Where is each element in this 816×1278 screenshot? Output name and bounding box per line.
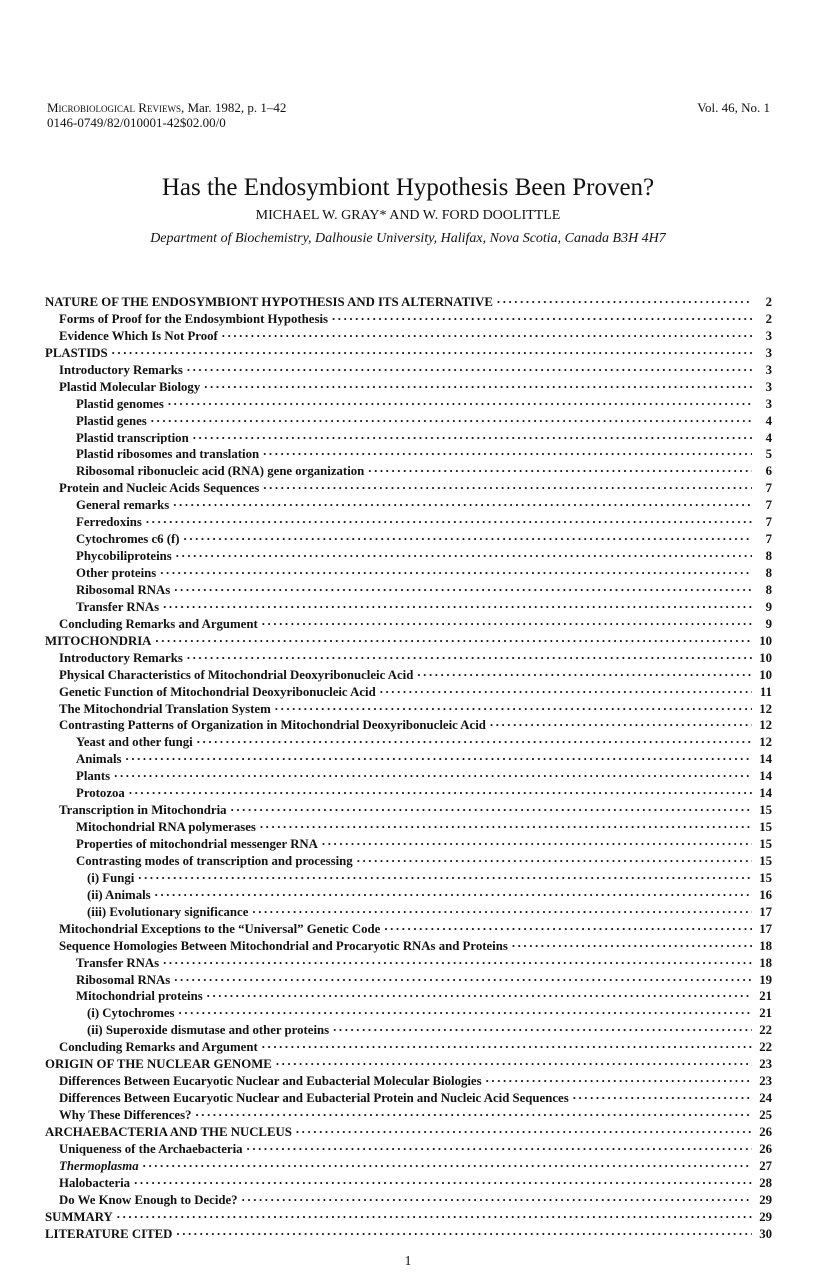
toc-entry-page: 3 xyxy=(765,379,772,394)
toc-entry xyxy=(45,682,772,699)
toc-entry xyxy=(45,1088,772,1105)
dot-leader xyxy=(332,309,752,323)
dot-leader xyxy=(134,1173,752,1187)
dot-leader xyxy=(322,834,752,848)
toc-entry xyxy=(45,868,772,885)
toc-entry xyxy=(45,953,772,970)
toc-entry-title: Concluding Remarks and Argument xyxy=(59,1040,258,1055)
dot-leader xyxy=(163,597,752,611)
dot-leader xyxy=(276,1054,752,1068)
toc-entry-page: 3 xyxy=(765,396,772,411)
toc-entry-title: MITOCHONDRIA xyxy=(45,633,152,648)
toc-entry xyxy=(45,1071,772,1088)
toc-entry-title: General remarks xyxy=(76,498,170,513)
toc-entry xyxy=(45,1207,772,1224)
dot-leader xyxy=(207,986,752,1000)
dot-leader xyxy=(263,478,752,492)
dot-leader xyxy=(195,1105,752,1119)
toc-entry-title: Differences Between Eucaryotic Nuclear and Eubacterial Protein and Nucleic Acid Sequences xyxy=(59,1091,569,1105)
toc-entry xyxy=(45,292,772,309)
toc-entry-page: 21 xyxy=(759,1006,772,1021)
toc-entry-page: 3 xyxy=(765,328,772,343)
toc-entry xyxy=(45,1037,772,1054)
toc-entry xyxy=(45,936,772,953)
toc-entry xyxy=(45,970,772,987)
dot-leader xyxy=(114,766,752,780)
running-header xyxy=(47,100,286,130)
toc-entry xyxy=(45,597,772,614)
toc-entry-page: 23 xyxy=(759,1074,772,1089)
toc-entry-title: Protein and Nucleic Acids Sequences xyxy=(59,481,260,496)
toc-entry-page: 7 xyxy=(765,498,772,513)
dot-leader xyxy=(380,682,752,696)
dot-leader xyxy=(187,360,752,374)
toc-entry-title: Plants xyxy=(76,769,111,784)
toc-entry-page: 10 xyxy=(759,633,772,648)
toc-entry-title: Protozoa xyxy=(76,786,125,801)
dot-leader xyxy=(184,529,752,543)
toc-entry-title: Plastid transcription xyxy=(76,430,189,445)
toc-entry-title: Concluding Remarks and Argument xyxy=(59,616,258,631)
toc-entry xyxy=(45,326,772,343)
toc-entry-title: Plastid genes xyxy=(76,413,147,428)
dot-leader xyxy=(174,970,752,984)
dot-leader xyxy=(490,715,752,729)
toc-entry xyxy=(45,495,772,512)
toc-entry-title: Transcription in Mitochondria xyxy=(59,803,227,818)
toc-entry-title: NATURE OF THE ENDOSYMBIONT HYPOTHESIS AND ITS ALTERNATIVE xyxy=(45,295,493,309)
toc-entry-page: 8 xyxy=(765,566,772,580)
dot-leader xyxy=(168,394,752,408)
toc-entry-title: Physical Characteristics of Mitochondrial Deoxyribonucleic Acid xyxy=(59,667,414,682)
toc-entry-page: 24 xyxy=(759,1091,772,1105)
toc-entry xyxy=(45,1105,772,1122)
toc-entry xyxy=(45,1003,772,1020)
dot-leader xyxy=(357,851,752,865)
journal-name: Microbiological Reviews xyxy=(47,100,181,115)
toc-entry-title: (i) Fungi xyxy=(87,870,135,885)
toc-entry-title: Sequence Homologies Between Mitochondrial and Procaryotic RNAs and Proteins xyxy=(59,938,508,953)
toc-entry-page: 15 xyxy=(759,837,772,851)
toc-entry-title: Transfer RNAs xyxy=(76,955,160,970)
toc-entry-title: Evidence Which Is Not Proof xyxy=(59,328,218,343)
article-title: Has the Endosymbiont Hypothesis Been Proven? xyxy=(161,174,655,201)
toc-entry xyxy=(45,665,772,682)
toc-entry-page: 11 xyxy=(759,684,772,699)
toc-entry-title: ORIGIN OF THE NUCLEAR GENOME xyxy=(45,1057,272,1072)
article-code: 0146-0749/82/010001-42$02.00/0 xyxy=(47,115,226,130)
toc-entry-page: 22 xyxy=(759,1023,772,1038)
toc-entry-title: SUMMARY xyxy=(45,1209,113,1224)
toc-entry-page: 26 xyxy=(759,1141,772,1156)
toc-entry-title: LITERATURE CITED xyxy=(45,1226,173,1241)
toc-entry-page: 10 xyxy=(759,650,772,665)
toc-entry-page: 26 xyxy=(759,1124,772,1139)
toc-entry-page: 4 xyxy=(765,413,772,428)
toc-entry xyxy=(45,1139,772,1156)
toc-entry-title: Plastid ribosomes and translation xyxy=(76,447,260,462)
toc-entry-title: Animals xyxy=(76,752,122,767)
toc-entry-title: Contrasting Patterns of Organization in Mitochondrial Deoxyribonucleic Acid xyxy=(59,718,486,733)
toc-entry-title: Do We Know Enough to Decide? xyxy=(59,1192,238,1207)
dot-leader xyxy=(260,817,752,831)
toc-entry-page: 9 xyxy=(765,599,772,614)
toc-entry xyxy=(45,1156,772,1173)
toc-entry-title: Ribosomal ribonucleic acid (RNA) gene organization xyxy=(76,464,365,479)
toc-entry-title: Phycobiliproteins xyxy=(76,549,172,563)
dot-leader xyxy=(262,614,752,628)
toc-entry-page: 15 xyxy=(759,820,772,834)
dot-leader xyxy=(155,885,752,899)
toc-entry xyxy=(45,851,772,868)
toc-entry-page: 25 xyxy=(759,1108,772,1122)
dot-leader xyxy=(193,428,752,442)
toc-entry-title: ARCHAEBACTERIA AND THE NUCLEUS xyxy=(45,1124,292,1139)
toc-entry-title: Plastid genomes xyxy=(76,396,164,411)
dot-leader xyxy=(247,1139,752,1153)
toc-entry-title: Differences Between Eucaryotic Nuclear and Eubacterial Molecular Biologies xyxy=(59,1074,482,1089)
toc-entry xyxy=(45,461,772,478)
dot-leader xyxy=(262,1037,752,1051)
toc-entry xyxy=(45,343,772,360)
toc-entry-page: 17 xyxy=(759,904,772,919)
toc-entry-page: 4 xyxy=(765,430,772,445)
toc-entry-title: Ribosomal RNAs xyxy=(76,972,171,987)
dot-leader xyxy=(486,1071,752,1085)
toc-entry-title: Cytochromes c6 (f) xyxy=(76,532,180,547)
toc-entry-title: Halobacteria xyxy=(59,1175,131,1190)
toc-entry xyxy=(45,377,772,394)
issue-date-pages: , Mar. 1982, p. 1–42 xyxy=(180,100,287,115)
toc-entry-title: Mitochondrial Exceptions to the “Universal” Genetic Code xyxy=(59,921,381,936)
toc-entry xyxy=(45,309,772,326)
toc-entry-title: Contrasting modes of transcription and processing xyxy=(76,853,353,868)
toc-entry xyxy=(45,411,772,428)
toc-entry xyxy=(45,885,772,902)
dot-leader xyxy=(160,563,752,577)
toc-entry-page: 29 xyxy=(759,1209,772,1224)
dot-leader xyxy=(242,1190,752,1204)
dot-leader xyxy=(263,444,752,458)
toc-entry-page: 5 xyxy=(765,447,772,462)
toc-entry xyxy=(45,631,772,648)
dot-leader xyxy=(126,749,752,763)
toc-entry-title: (ii) Superoxide dismutase and other proteins xyxy=(87,1023,330,1038)
dot-leader xyxy=(155,631,752,645)
toc-entry xyxy=(45,1224,772,1241)
dot-leader xyxy=(231,800,752,814)
dot-leader xyxy=(204,377,752,391)
toc-entry xyxy=(45,749,772,766)
dot-leader xyxy=(197,732,752,746)
toc-entry-page: 7 xyxy=(765,532,772,547)
dot-leader xyxy=(163,953,752,967)
toc-entry xyxy=(45,986,772,1003)
toc-entry xyxy=(45,394,772,411)
toc-entry xyxy=(45,800,772,817)
toc-entry xyxy=(45,529,772,546)
toc-entry-title: Uniqueness of the Archaebacteria xyxy=(59,1141,243,1156)
toc-entry-title: Thermoplasma xyxy=(59,1158,139,1173)
toc-entry-page: 7 xyxy=(765,515,772,530)
toc-entry xyxy=(45,1190,772,1207)
dot-leader xyxy=(187,648,752,662)
toc-entry xyxy=(45,478,772,495)
toc-entry-page: 2 xyxy=(765,311,772,326)
toc-entry-title: PLASTIDS xyxy=(45,345,108,360)
toc-entry-title: Mitochondrial RNA polymerases xyxy=(76,820,256,834)
dot-leader xyxy=(146,512,752,526)
toc-entry xyxy=(45,444,772,461)
dot-leader xyxy=(176,1224,752,1238)
toc-entry-title: Forms of Proof for the Endosymbiont Hypothesis xyxy=(59,311,328,326)
dot-leader xyxy=(512,936,752,950)
toc-entry-page: 3 xyxy=(765,362,772,377)
toc-entry xyxy=(45,1173,772,1190)
toc-entry-page: 12 xyxy=(759,735,772,750)
volume-info: Vol. 46, No. 1 xyxy=(697,100,770,115)
toc-entry-page: 18 xyxy=(759,955,772,970)
toc-entry xyxy=(45,699,772,716)
toc-entry-title: The Mitochondrial Translation System xyxy=(59,701,271,716)
dot-leader xyxy=(296,1122,752,1136)
dot-leader xyxy=(222,326,752,340)
toc-entry-title: Properties of mitochondrial messenger RNA xyxy=(76,837,318,851)
toc-entry-page: 27 xyxy=(759,1158,772,1173)
toc-entry-title: Why These Differences? xyxy=(59,1108,192,1122)
page-number: 1 xyxy=(404,1254,412,1269)
toc-entry-title: Plastid Molecular Biology xyxy=(59,379,201,394)
toc-entry-page: 7 xyxy=(765,481,772,496)
toc-entry xyxy=(45,428,772,445)
toc-entry-title: Ribosomal RNAs xyxy=(76,582,171,597)
toc-entry-page: 14 xyxy=(759,786,772,801)
toc-entry xyxy=(45,834,772,851)
toc-entry xyxy=(45,614,772,631)
toc-entry-title: Other proteins xyxy=(76,566,157,580)
toc-entry-title: Introductory Remarks xyxy=(59,650,183,665)
dot-leader xyxy=(573,1088,752,1102)
toc-entry xyxy=(45,546,772,563)
toc-entry xyxy=(45,783,772,800)
table-of-contents xyxy=(45,292,772,1241)
toc-entry-page: 8 xyxy=(765,549,772,563)
toc-entry-page: 17 xyxy=(759,921,772,936)
toc-entry-title: Yeast and other fungi xyxy=(76,735,193,750)
toc-entry xyxy=(45,766,772,783)
toc-entry xyxy=(45,902,772,919)
dot-leader xyxy=(117,1207,752,1221)
toc-entry xyxy=(45,360,772,377)
dot-leader xyxy=(368,461,752,475)
toc-entry-page: 21 xyxy=(759,989,772,1004)
toc-entry-page: 30 xyxy=(759,1226,772,1241)
toc-entry-page: 3 xyxy=(765,345,772,360)
toc-entry xyxy=(45,919,772,936)
toc-entry-page: 22 xyxy=(759,1040,772,1055)
toc-entry xyxy=(45,1020,772,1037)
toc-entry-page: 12 xyxy=(759,701,772,716)
toc-entry-title: Introductory Remarks xyxy=(59,362,183,377)
dot-leader xyxy=(252,902,752,916)
toc-entry xyxy=(45,817,772,834)
article-authors: MICHAEL W. GRAY* AND W. FORD DOOLITTLE xyxy=(255,208,561,223)
toc-entry-page: 10 xyxy=(759,667,772,682)
toc-entry-page: 16 xyxy=(759,887,772,902)
toc-entry-page: 2 xyxy=(765,295,772,309)
toc-entry xyxy=(45,1054,772,1071)
dot-leader xyxy=(174,580,752,594)
toc-entry xyxy=(45,715,772,732)
dot-leader xyxy=(129,783,752,797)
dot-leader xyxy=(179,1003,752,1017)
dot-leader xyxy=(275,699,752,713)
toc-entry-page: 19 xyxy=(759,972,772,987)
dot-leader xyxy=(333,1020,752,1034)
toc-entry-title: (i) Cytochromes xyxy=(87,1006,175,1021)
toc-entry xyxy=(45,563,772,580)
toc-entry xyxy=(45,648,772,665)
dot-leader xyxy=(112,343,752,357)
toc-entry-title: (ii) Animals xyxy=(87,887,151,902)
dot-leader xyxy=(176,546,752,560)
dot-leader xyxy=(138,868,752,882)
toc-entry-page: 15 xyxy=(759,870,772,885)
toc-entry xyxy=(45,732,772,749)
dot-leader xyxy=(497,292,752,306)
toc-entry-title: Genetic Function of Mitochondrial Deoxyribonucleic Acid xyxy=(59,684,376,699)
toc-entry-page: 28 xyxy=(759,1175,772,1190)
toc-entry-page: 9 xyxy=(765,616,772,631)
toc-entry-title: Mitochondrial proteins xyxy=(76,989,203,1004)
dot-leader xyxy=(173,495,752,509)
toc-entry-page: 6 xyxy=(765,464,772,479)
dot-leader xyxy=(143,1156,752,1170)
toc-entry-page: 14 xyxy=(759,752,772,767)
toc-entry-title: Ferredoxins xyxy=(76,515,142,530)
toc-entry-title: (iii) Evolutionary significance xyxy=(87,904,249,919)
toc-entry xyxy=(45,580,772,597)
toc-entry-page: 15 xyxy=(759,803,772,818)
toc-entry-page: 8 xyxy=(765,582,772,597)
toc-entry-page: 29 xyxy=(759,1192,772,1207)
toc-entry-page: 12 xyxy=(759,718,772,733)
dot-leader xyxy=(151,411,752,425)
toc-entry-title: Transfer RNAs xyxy=(76,599,160,614)
author-affiliation: Department of Biochemistry, Dalhousie University, Halifax, Nova Scotia, Canada B3H 4H7 xyxy=(150,231,666,246)
toc-entry-page: 14 xyxy=(759,769,772,784)
toc-entry xyxy=(45,512,772,529)
toc-entry-page: 15 xyxy=(759,853,772,868)
toc-entry-page: 23 xyxy=(759,1057,772,1072)
toc-entry xyxy=(45,1122,772,1139)
toc-entry-page: 18 xyxy=(759,938,772,953)
dot-leader xyxy=(384,919,752,933)
dot-leader xyxy=(417,665,752,679)
